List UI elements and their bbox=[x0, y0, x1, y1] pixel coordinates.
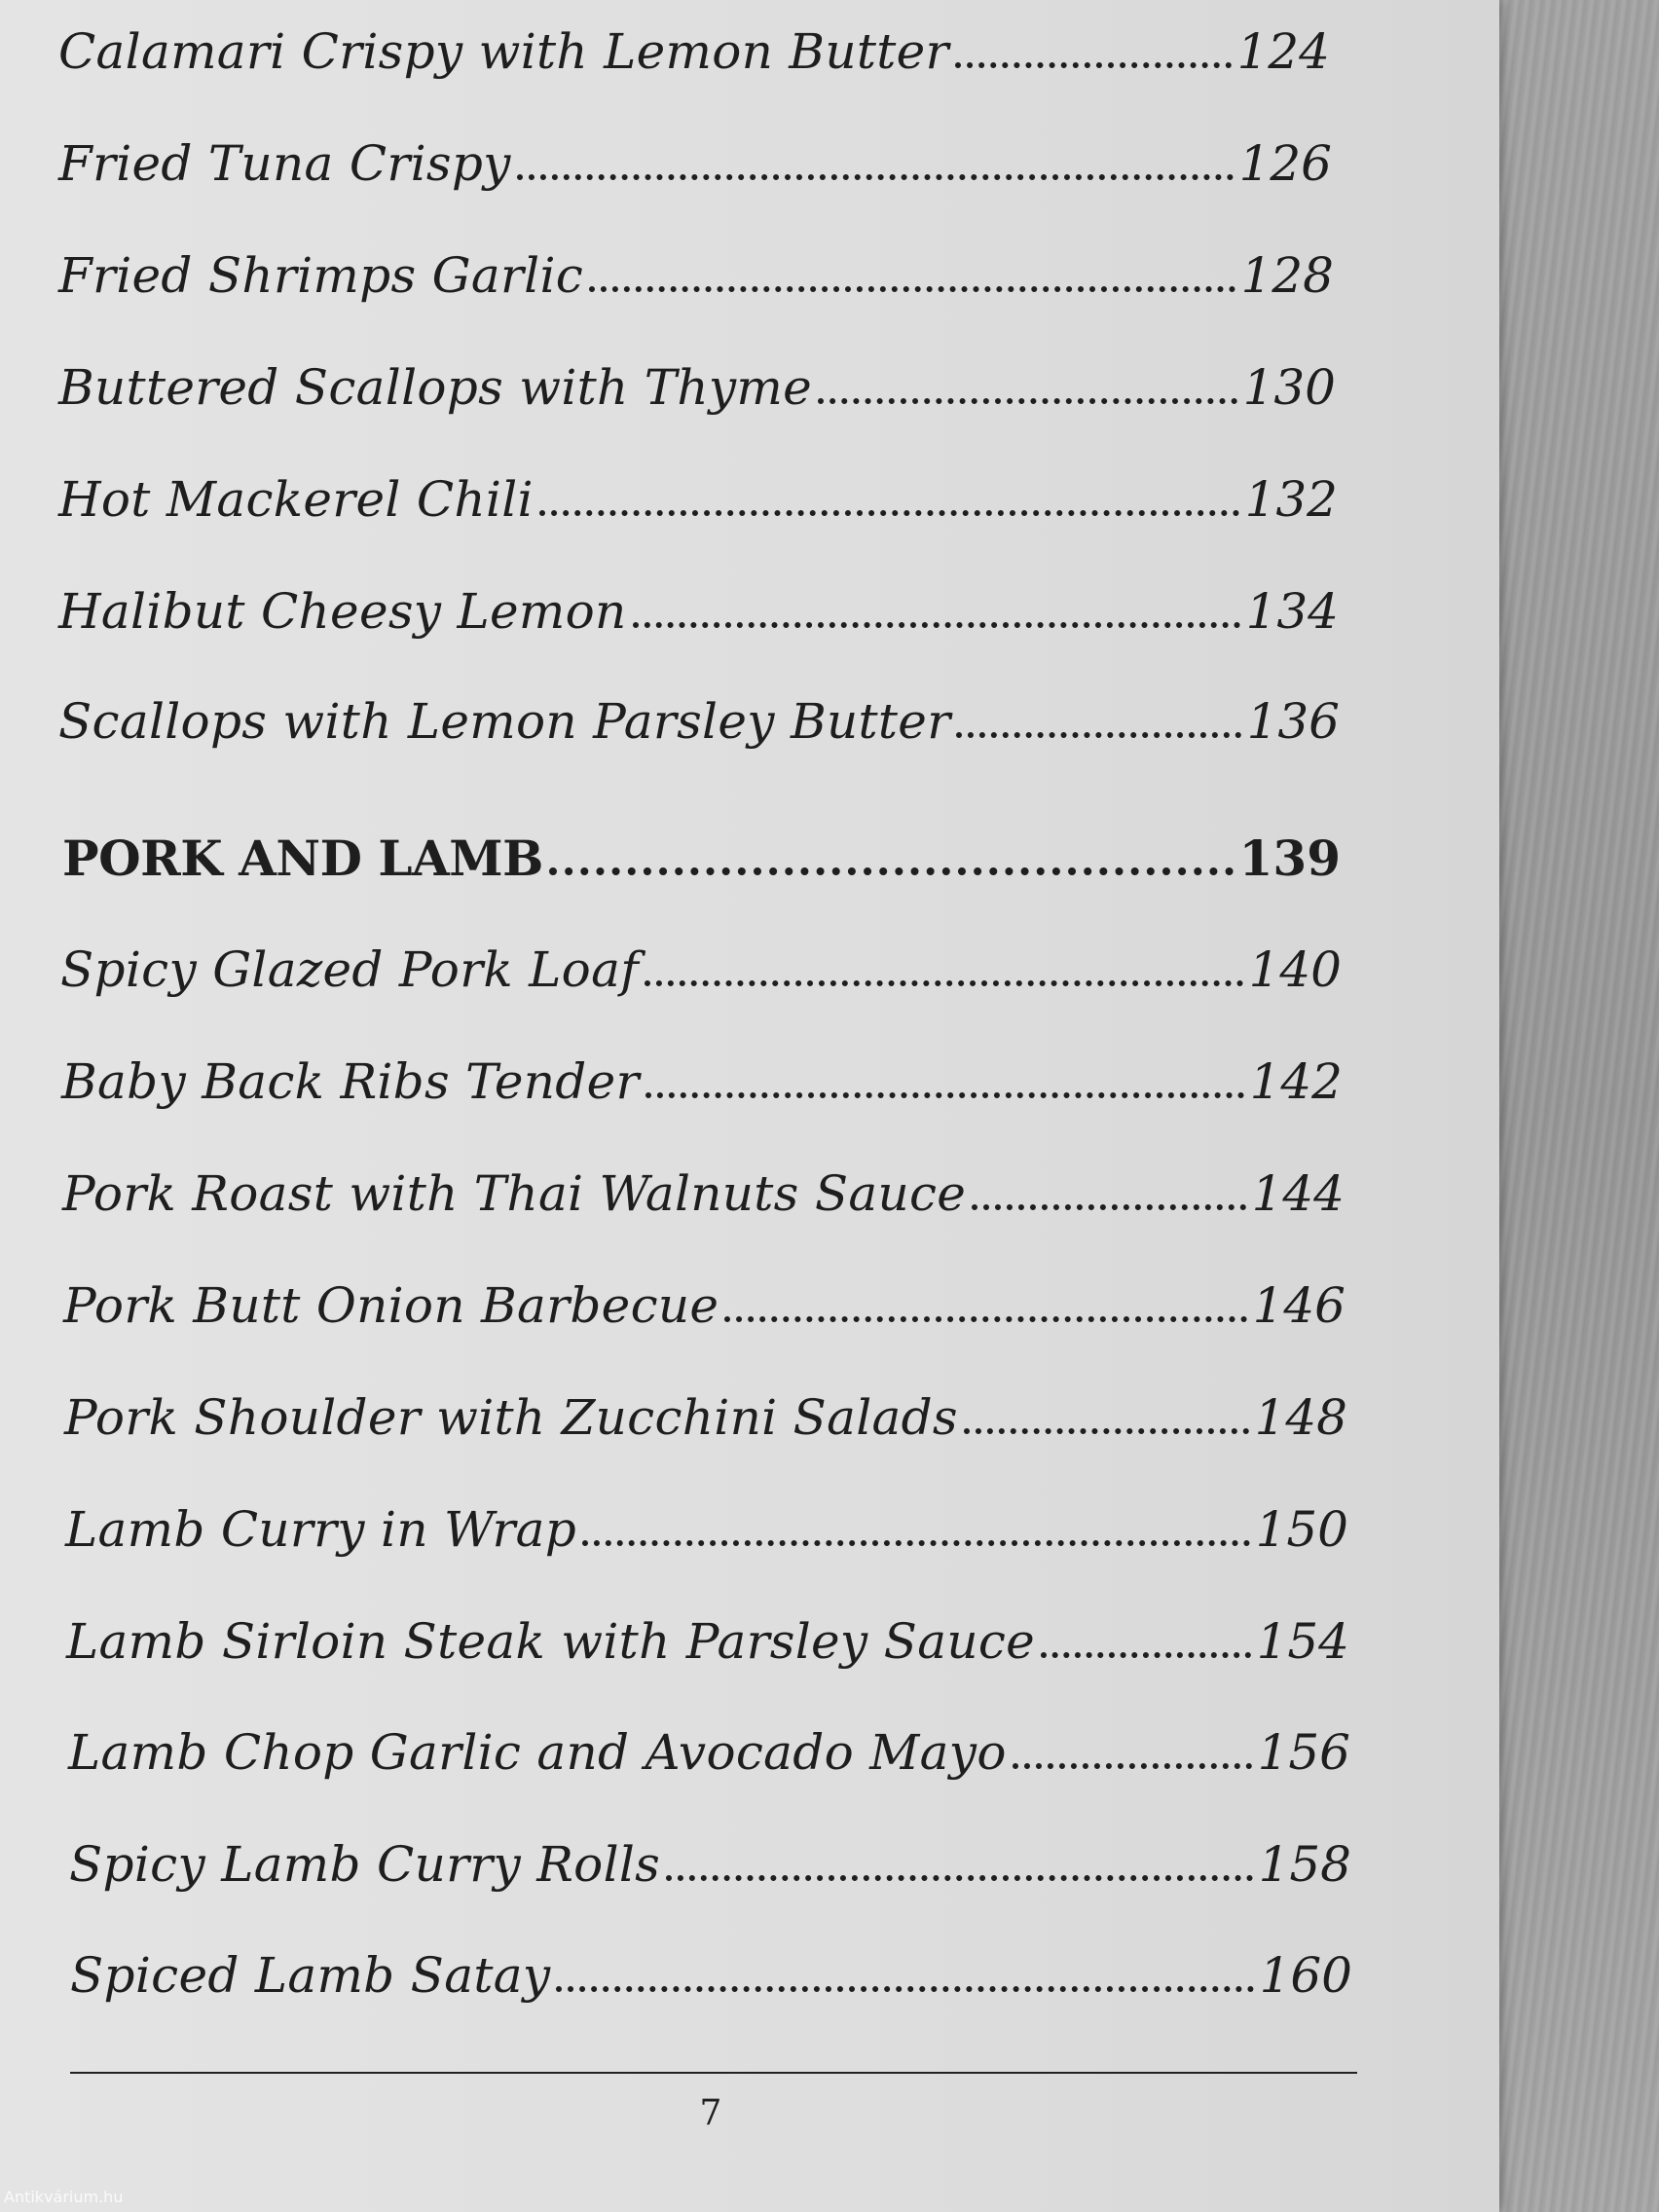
toc-entry-page: 158 bbox=[1258, 1836, 1351, 1893]
toc-entry bbox=[58, 471, 1338, 535]
dot-leader bbox=[956, 732, 1240, 738]
toc-section-heading bbox=[62, 830, 1341, 894]
toc-entry bbox=[58, 583, 1339, 647]
toc-entry-title: Spicy Glazed Pork Loaf bbox=[60, 941, 640, 998]
toc-entry bbox=[60, 941, 1342, 1006]
toc-entry bbox=[70, 1947, 1352, 2011]
page-number: 7 bbox=[699, 2093, 722, 2133]
toc-entry-title: Spiced Lamb Satay bbox=[70, 1947, 551, 2004]
toc-entry-page: 128 bbox=[1240, 247, 1334, 304]
dot-leader bbox=[724, 1316, 1246, 1322]
toc-entry bbox=[58, 135, 1332, 200]
toc-entry-page: 142 bbox=[1249, 1053, 1343, 1110]
dot-leader bbox=[517, 174, 1234, 180]
section-page: 139 bbox=[1238, 830, 1341, 887]
toc-entry-page: 134 bbox=[1245, 583, 1339, 640]
dot-leader bbox=[645, 980, 1243, 986]
toc-entry-page: 154 bbox=[1256, 1613, 1349, 1670]
toc-entry-title: Fried Shrimps Garlic bbox=[58, 247, 584, 304]
dot-leader bbox=[1013, 1763, 1252, 1769]
toc-entry-title: Fried Tuna Crispy bbox=[58, 135, 511, 192]
dot-leader bbox=[1041, 1652, 1251, 1658]
toc-entry-title: Pork Roast with Thai Walnuts Sauce bbox=[62, 1165, 967, 1222]
toc-entry-title: Buttered Scallops with Thyme bbox=[58, 359, 813, 416]
toc-entry bbox=[58, 247, 1334, 312]
dot-leader bbox=[645, 1092, 1244, 1098]
dot-leader bbox=[666, 1875, 1252, 1881]
toc-entry-page: 126 bbox=[1238, 135, 1332, 192]
toc-entry-page: 144 bbox=[1251, 1165, 1345, 1222]
toc-entry-page: 156 bbox=[1257, 1724, 1350, 1781]
toc-entry-page: 136 bbox=[1246, 693, 1340, 750]
toc-entry-page: 132 bbox=[1244, 471, 1338, 528]
toc-entry bbox=[58, 23, 1330, 88]
toc-entry-page: 148 bbox=[1254, 1389, 1347, 1446]
dot-leader bbox=[964, 1428, 1249, 1434]
toc-entry-title: Baby Back Ribs Tender bbox=[61, 1053, 640, 1110]
toc-entry bbox=[58, 693, 1340, 757]
dot-leader bbox=[955, 62, 1232, 68]
toc-entry-page: 124 bbox=[1236, 23, 1330, 80]
dot-leader bbox=[539, 510, 1239, 516]
toc-entry-title: Scallops with Lemon Parsley Butter bbox=[58, 693, 951, 750]
toc-entry bbox=[63, 1277, 1346, 1342]
toc-entry bbox=[69, 1836, 1351, 1900]
footer-rule bbox=[70, 2072, 1357, 2074]
toc-entry-page: 140 bbox=[1248, 941, 1342, 998]
toc-entry bbox=[62, 1165, 1345, 1230]
toc-entry-title: Lamb Sirloin Steak with Parsley Sauce bbox=[66, 1613, 1036, 1670]
toc-entry bbox=[66, 1613, 1349, 1677]
toc-entry bbox=[65, 1501, 1348, 1566]
watermark: Antikvárium.hu bbox=[4, 2188, 124, 2206]
toc-entry-page: 160 bbox=[1259, 1947, 1352, 2004]
toc-entry-page: 146 bbox=[1252, 1277, 1346, 1334]
toc-entry-title: Pork Shoulder with Zucchini Salads bbox=[64, 1389, 958, 1446]
dot-leader bbox=[556, 1986, 1253, 1992]
toc-entry bbox=[58, 359, 1336, 424]
section-title: PORK AND LAMB bbox=[62, 830, 543, 887]
dot-leader bbox=[589, 286, 1235, 292]
toc-entry bbox=[61, 1053, 1343, 1118]
toc-entry-title: Lamb Curry in Wrap bbox=[65, 1501, 577, 1558]
toc-entry-page: 150 bbox=[1255, 1501, 1348, 1558]
toc-entry bbox=[64, 1389, 1347, 1454]
toc-entry-title: Spicy Lamb Curry Rolls bbox=[69, 1836, 661, 1893]
toc-entry-title: Hot Mackerel Chili bbox=[58, 471, 534, 528]
dot-leader bbox=[549, 867, 1234, 875]
toc-entry-title: Halibut Cheesy Lemon bbox=[58, 583, 627, 640]
toc-entry-page: 130 bbox=[1242, 359, 1336, 416]
dot-leader bbox=[972, 1204, 1245, 1210]
toc-entry-title: Lamb Chop Garlic and Avocado Mayo bbox=[68, 1724, 1007, 1781]
dot-leader bbox=[633, 622, 1240, 628]
dot-leader bbox=[818, 398, 1237, 404]
toc-entry-title: Calamari Crispy with Lemon Butter bbox=[58, 23, 949, 80]
toc-entry bbox=[68, 1724, 1350, 1788]
dot-leader bbox=[582, 1540, 1249, 1546]
toc-entry-title: Pork Butt Onion Barbecue bbox=[63, 1277, 719, 1334]
